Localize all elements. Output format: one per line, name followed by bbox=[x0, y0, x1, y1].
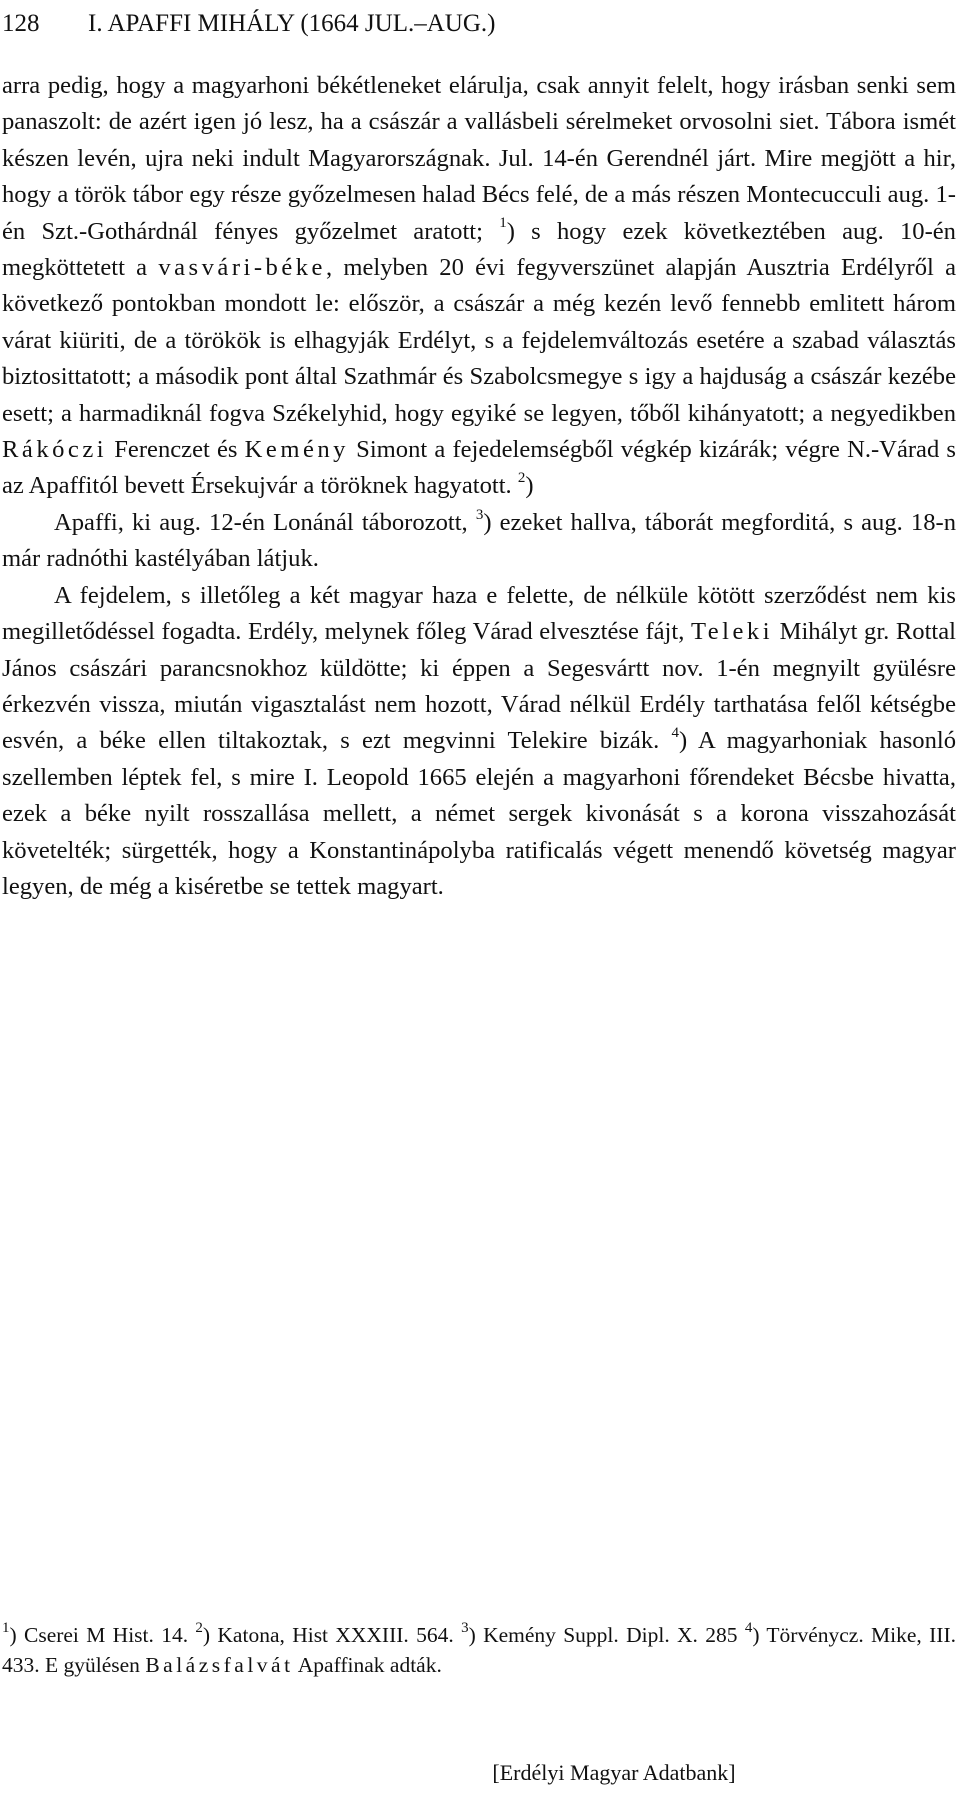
text-run: , melyben 20 évi fegyverszünet alapján Ausztria Erdélyről a következő pontokban mondott le: először, a császár a még kezén levő fennebb emlitett három várat kiüriti, de a törökök is elhagyják Erdélyt, s a fejdelemváltozás esetére a szabad választás biztosittatott; a második pont által Szathmár és Szabolcsmegye s igy a hajduság a császár kezébe esett; a harmadiknál fogva Székelyhid, hogy egyiké se legyen, tőből kihányatott; a negyedikben bbox=[2, 254, 956, 427]
text-run: Apaffi, ki aug. 12-én Lonánál táborozott, bbox=[54, 508, 476, 536]
text-run: arra pedig, hogy a magyarhoni békétleneket elárulja, csak annyit felelt, hogy irásban senki sem panaszolt: de azért igen jó lesz, ha a császár a vallásbeli sérelmeket orvosolni siet. Tábora ismét készen levén, ujra neki indult Magyarországnak. Jul. 14-én Gerendnél járt. Mire megjött a hir, hogy a török tábor egy része győzelmesen halad Bécs felé, de a más részen Montecucculi aug. 1-én Szt.-Gothárdnál fényes győzelmet aratott; bbox=[2, 72, 956, 245]
footnote-ref: 3 bbox=[461, 1619, 469, 1636]
text-run: Mihályt gr. Rottal János császári parancsnokhoz küldötte; ki éppen a Segesvártt nov. 1-én megnyilt gyülésre érkezvén vissza, miután vigasztalást nem hozott, Várad nélkül Erdély tarthatása felől kétségbe esvén, a béke ellen tiltakoztak, s ezt megvinni Telekire bizák. bbox=[2, 618, 956, 755]
page-header bbox=[0, 4, 960, 44]
spaced-emphasis: Teleki bbox=[690, 618, 774, 646]
footnote-ref: 4 bbox=[671, 725, 679, 742]
text-run: ) s hogy ezek következtében aug. 10-én megköttetett a bbox=[2, 217, 956, 282]
spaced-emphasis: vasvári-béke bbox=[158, 254, 326, 282]
text-run: Simont a fejedelemségből végkép kizárák; végre N.-Várad s az Apaffitól bevett Érsekujvár a töröknek hagyatott. bbox=[2, 436, 956, 500]
page-footer bbox=[0, 1758, 960, 1788]
text-run: ) Cserei M Hist. 14. bbox=[9, 1623, 196, 1647]
spaced-emphasis: Balázsfalvát bbox=[145, 1653, 294, 1677]
text-run: Ferenczet és bbox=[107, 436, 245, 464]
text-run: ) Katona, Hist XXXIII. 564. bbox=[202, 1623, 462, 1647]
footnotes bbox=[2, 1620, 956, 1680]
footnote-ref: 2 bbox=[195, 1619, 203, 1636]
paragraph bbox=[2, 68, 956, 505]
footnote-ref: 4 bbox=[744, 1619, 753, 1636]
running-title: I. APAFFI MIHÁLY (1664 JUL.–AUG.) bbox=[88, 10, 496, 37]
paragraph bbox=[2, 505, 956, 578]
text-run: ) bbox=[525, 472, 534, 500]
footnote-ref: 3 bbox=[475, 506, 484, 523]
text-run: ) A magyarhoniak hasonló szellemben léptek fel, s mire I. Leopold 1665 elején a magyarhoni főrendeket Bécsbe hivatta, ezek a béke nyilt rosszallása mellett, a német sergek kivonását s a korona visszahozását követelték; sürgették, hogy a Konstantinápolyba ratificalás végett menendő követség magyar legyen, de még a kiséretbe se tettek magyart. bbox=[2, 727, 956, 900]
paragraph bbox=[2, 578, 956, 906]
text-run: ) Kemény Suppl. Dipl. X. 285 bbox=[468, 1623, 745, 1647]
spaced-emphasis: Kemény bbox=[244, 436, 349, 464]
text-run: ) Törvénycz. Mike, III. 433. E gyülésen bbox=[2, 1623, 956, 1677]
text-run: Apaffinak adták. bbox=[293, 1653, 442, 1677]
body-text bbox=[2, 68, 956, 905]
page-number: 128 bbox=[2, 10, 40, 37]
text-run: A fejdelem, s illetőleg a két magyar haza e felette, de nélküle kötött szerződést nem kis megilletődéssel fogadta. Erdély, melynek főleg Várad elvesztése fájt, bbox=[2, 581, 956, 646]
text-run: ) ezeket hallva, táborát megforditá, s aug. 18-n már radnóthi kastélyában látjuk. bbox=[2, 508, 956, 573]
spaced-emphasis: Rákóczi bbox=[2, 436, 108, 464]
footnote-ref: 1 bbox=[2, 1619, 10, 1636]
footnote-ref: 2 bbox=[517, 470, 526, 487]
footer-source: [Erdélyi Magyar Adatbank] bbox=[492, 1760, 736, 1785]
footnote-ref: 1 bbox=[499, 215, 507, 232]
